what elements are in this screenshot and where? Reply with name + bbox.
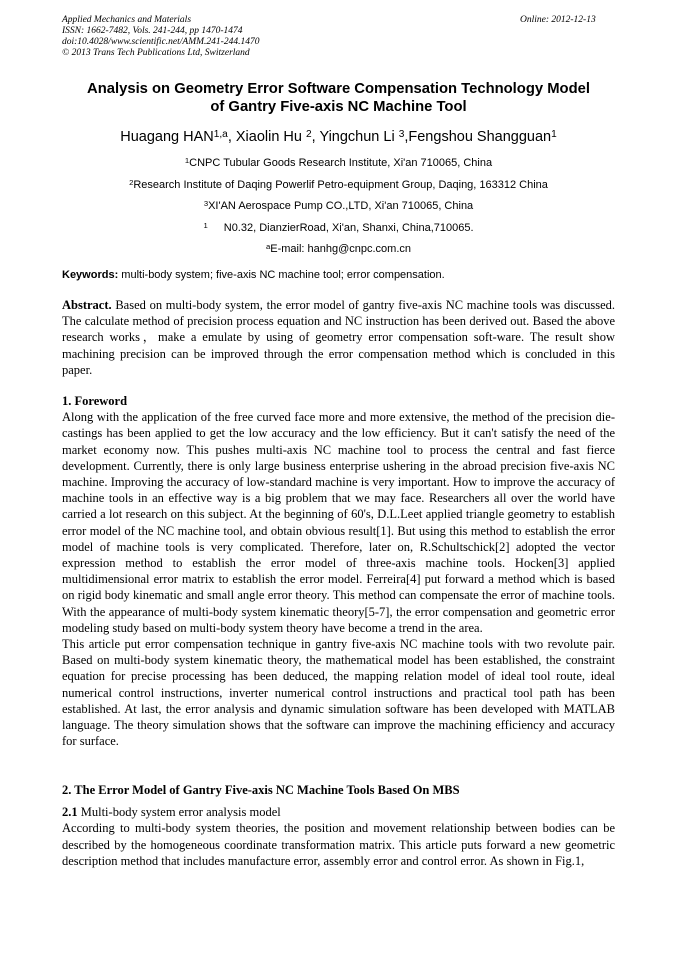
online-date: Online: 2012-12-13 [520,15,596,25]
journal-name: Applied Mechanics and Materials [62,15,192,25]
author-name: Huagang HAN [120,129,214,145]
issn-line: ISSN: 1662-7482, Vols. 241-244, pp 1470-1474 [62,26,243,36]
affiliation-line [62,199,615,213]
affiliation-line [62,242,615,256]
affiliation-mark: 2 [129,177,134,187]
author-list [62,128,615,146]
subsection-title: Multi-body system error analysis model [77,805,281,820]
doi-line: doi:10.4028/www.scientific.net/AMM.241-244.1470 [62,37,260,47]
keywords-label: Keywords: [62,269,119,281]
affiliation-text: XI'AN Aerospace Pump CO.,LTD, Xi'an 710065, China [208,200,474,212]
section-heading: 2. The Error Model of Gantry Five-axis NC Machine Tools Based On MBS [62,783,460,797]
keywords-text: multi-body system; five-axis NC machine tool; error compensation. [118,269,445,281]
author-affiliation-mark: 1,a [213,128,228,140]
author-name: Yingchun Li [319,129,399,145]
subsection-number: 2.1 [62,805,78,820]
affiliation-mark: a [265,241,271,251]
journal-header [62,15,259,59]
copyright-line: © 2013 Trans Tech Publications Ltd, Switzerland [62,48,250,58]
author-affiliation-mark: 2 [306,128,312,140]
paragraph: This article put error compensation technique in gantry five-axis NC machine tools with two revolute pair. Based on multi-body system kinematic theory, the mathematical model has been established, the constraint equation for precise processing has been deduced, the mapping relation model of ideal tool route, ideal numerical control instructions, inverter numerical control instructions and practical tool path has been established. At last, the error analysis and dynamic simulation software has been developed with MATLAB language. The theory simulation shows that the software can improve the machining efficiency and accuracy for surface. [62,637,615,749]
affiliation-text: CNPC Tubular Goods Research Institute, Xi'an 710065, China [189,157,493,169]
section-error-model [62,782,615,869]
paper-title [62,80,615,116]
subsection-heading [62,804,615,820]
section-foreword [62,393,615,749]
author-affiliation-mark: 1 [551,128,557,140]
abstract-label: Abstract. [62,298,112,312]
affiliation-line [62,156,615,170]
title-line-1: Analysis on Geometry Error Software Compensation Technology Model [87,81,590,97]
affiliation-mark: 3 [203,198,209,208]
affiliation-text: Research Institute of Daqing Powerlif Petro-equipment Group, Daqing, 163312 China [133,179,548,191]
affiliation-mark: 1 [203,220,208,230]
paragraph: According to multi-body system theories, the position and movement relationship between bodies can be described by the homogeneous coordinate transformation matrix. This article puts forward a new geometric description method that includes manufacture error, assembly error and control error. As shown in Fig.1, [62,821,615,868]
author-name: Fengshou Shangguan [408,129,552,145]
author-name: Xiaolin Hu [235,129,306,145]
affiliation-line [62,221,615,235]
author-affiliation-mark: 3 [398,128,405,140]
affiliation-line [62,178,615,192]
section-heading: 1. Foreword [62,394,128,408]
paragraph: Along with the application of the free curved face more and more extensive, the method of the precision die-castings has been applied to get the low accuracy and the low efficiency. But it can't satisfy the need of the market economy now. This pushes multi-axis NC machine tool to process the central and fast fierce development. Currently, there is only large business enterprise ushering in the abroad precision five-axis NC machine. Improving the accuracy of low-standard machine is very important. How to improve the accuracy of machine tools in an effective way is a big problem that we may face. Researchers all over the world have carried a lot research on this subject. At the beginning of 60's, D.L.Leet applied triangle geometry to establish error model of the NC machine tool, and obtain obvious result[1]. But using this method to establish the error model of machine tools is very complicated. Therefore, later on, R.Schultschick[2] adopted the vector expression method to establish the error model of three-axis machine tools. Hocken[3] applied multidimensional error matrix to establish the error model. Ferreira[4] put forward a method which is based on rigid body kinematic and small angle error theory. This method can compensate the error of machine tools. With the appearance of multi-body system kinematic theory[5-7], the error compensation and geometric error modeling study based on multi-body system theory have become a trend in the area. [62,410,615,635]
keywords [62,268,615,282]
email-text: E-mail: hanhg@cnpc.com.cn [270,243,412,255]
affiliation-text: N0.32, DianzierRoad, Xi'an, Shanxi, China,710065. [223,222,474,234]
author-separator: , [227,129,236,145]
abstract-text: Based on multi-body system, the error model of gantry five-axis NC machine tools was discussed. The calculate method of precision process equation and NC instruction has been derived out. Based the above research works，make a emulate by using of geometry error compensation soft-ware. The result show machining precision can be improved through the error compensation method which is concluded in this paper. [62,298,615,377]
title-line-2: of Gantry Five-axis NC Machine Tool [210,99,467,115]
author-separator: , [311,129,320,145]
affiliation-mark: 1 [184,155,190,165]
abstract [62,297,615,378]
author-separator: , [404,129,409,145]
